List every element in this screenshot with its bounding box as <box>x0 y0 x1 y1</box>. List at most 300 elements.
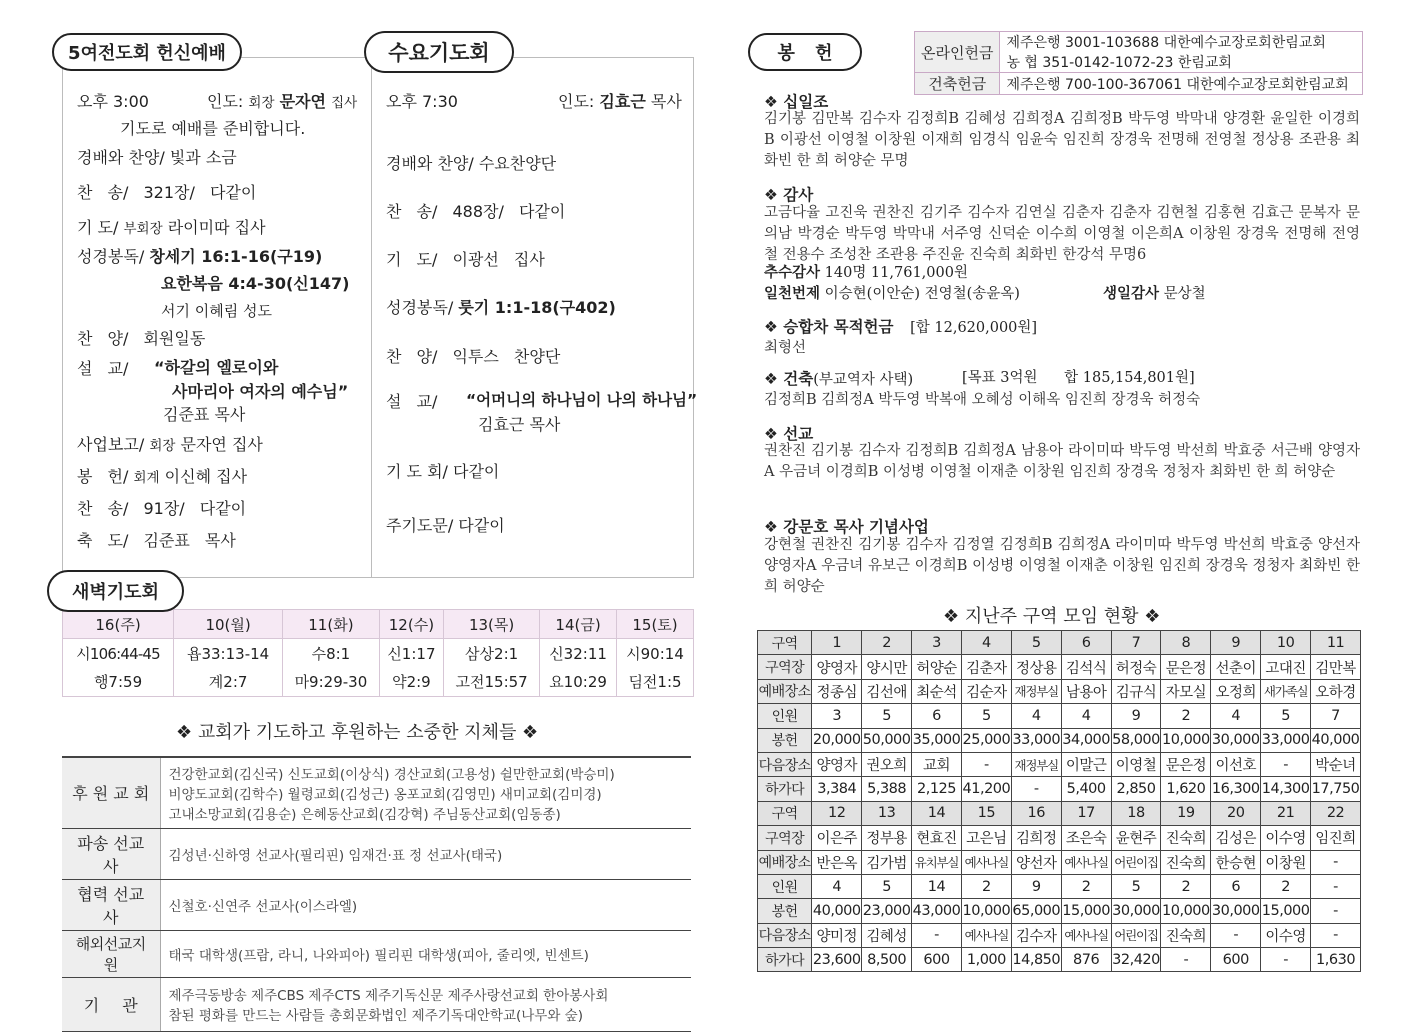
district-cell: 오정희 <box>1211 679 1261 703</box>
account-row <box>915 73 1363 95</box>
wednesday-time: 오후 7:30 <box>386 92 458 111</box>
district-cell: 양영자 <box>812 752 862 776</box>
district-hagada-row <box>758 777 1361 801</box>
district-cell: 6 <box>1061 631 1111 655</box>
district-cell: 김가범 <box>862 850 912 874</box>
wednesday-preacher: 김효근 목사 <box>478 415 561 434</box>
memorial-heading: ❖ 강문호 목사 기념사업 <box>764 518 929 536</box>
district-table <box>757 630 1361 972</box>
district-cell: 진숙희 <box>1161 850 1211 874</box>
district-cell: 4 <box>1061 704 1111 728</box>
district-cell: 5 <box>961 704 1011 728</box>
district-cell: 19 <box>1161 801 1211 825</box>
district-row-label: 다음장소 <box>758 923 812 947</box>
district-cell: 6 <box>1211 874 1261 898</box>
dawn-verse: 약2:9 <box>379 668 443 697</box>
district-cell: 이수영 <box>1261 826 1311 850</box>
wednesday-sermon-label: 설 교/ <box>386 392 438 411</box>
district-cell: 876 <box>1061 948 1111 972</box>
district-cell: 22 <box>1311 801 1361 825</box>
sunday-sermon-title1: “하갈의 엘로이와 <box>154 358 279 377</box>
district-row-label: 봉헌 <box>758 728 812 752</box>
district-place-row <box>758 850 1361 874</box>
dawn-verse: 신1:17 <box>379 639 443 668</box>
mission-heading: ❖ 선교 <box>764 425 814 443</box>
district-cell: 1,000 <box>961 948 1011 972</box>
district-cell: 8,500 <box>862 948 912 972</box>
district-row-label: 구역장 <box>758 655 812 679</box>
district-row-label: 봉헌 <box>758 899 812 923</box>
sunday-prayer-name: 라이미따 집사 <box>167 218 266 237</box>
district-cell: 한승현 <box>1211 850 1261 874</box>
district-row-label: 구역장 <box>758 826 812 850</box>
district-cell: 17 <box>1061 801 1111 825</box>
district-district-row <box>758 631 1361 655</box>
district-cell: 9 <box>1011 874 1061 898</box>
dawn-day: 11(화) <box>283 610 380 639</box>
district-row-label: 다음장소 <box>758 752 812 776</box>
district-row-label: 구역 <box>758 631 812 655</box>
district-cell: 4 <box>1011 704 1061 728</box>
district-cell: 김춘자 <box>961 655 1011 679</box>
offering-accounts-table <box>914 31 1363 95</box>
district-cell: 30,000 <box>1111 899 1161 923</box>
district-cell: 15,000 <box>1061 899 1111 923</box>
district-cell: 2 <box>1161 874 1211 898</box>
district-cell: 양시만 <box>862 655 912 679</box>
district-cell: 600 <box>1211 948 1261 972</box>
district-cell: 5 <box>1261 704 1311 728</box>
district-cell: 정부용 <box>862 826 912 850</box>
district-title: ❖ 지난주 구역 모임 현황 ❖ <box>943 606 1161 627</box>
district-cell: 조은숙 <box>1061 826 1111 850</box>
district-cell: 예사나실 <box>961 850 1011 874</box>
district-cell: - <box>1311 899 1361 923</box>
district-cell: 1,620 <box>1161 777 1211 801</box>
support-label: 협력 선교사 <box>62 879 160 930</box>
district-cell: 윤현주 <box>1111 826 1161 850</box>
sunday-report-name: 문자연 집사 <box>180 435 263 454</box>
account-label: 건축헌금 <box>915 73 1000 95</box>
oneyear-label: 일천번제 <box>764 286 821 302</box>
district-cell: 20 <box>1211 801 1261 825</box>
district-cell: 15 <box>961 801 1011 825</box>
district-cell: 30,000 <box>1211 728 1261 752</box>
services-divider <box>371 57 372 578</box>
district-place-row <box>758 679 1361 703</box>
sunday-offering-label: 봉 헌/ <box>77 467 129 486</box>
district-cell: 4 <box>812 874 862 898</box>
support-row <box>62 977 691 1031</box>
district-cell: - <box>961 752 1011 776</box>
district-cell: 예사나실 <box>961 923 1011 947</box>
district-cell: 12 <box>812 801 862 825</box>
district-cell: 정종심 <box>812 679 862 703</box>
account-line: 제주은행 700-100-367061 대한예수교장로회한림교회 <box>1000 73 1363 95</box>
wednesday-lords-prayer: 주기도문/ 다같이 <box>386 516 505 535</box>
district-cell: - <box>1311 923 1361 947</box>
district-cell: 남용아 <box>1061 679 1111 703</box>
district-cell: 33,000 <box>1011 728 1061 752</box>
account-row <box>915 32 1363 53</box>
district-cell: 40,000 <box>812 899 862 923</box>
district-cell: 9 <box>1211 631 1261 655</box>
district-cell: - <box>1161 948 1211 972</box>
district-cell: 예사나실 <box>1061 923 1111 947</box>
dawn-verse: 수8:1 <box>283 639 380 668</box>
building-names: 김정희B 김희정A 박두영 박복애 오혜성 이해옥 임진희 장경욱 허정숙 <box>764 392 1201 408</box>
district-cell: 새가족실 <box>1261 679 1311 703</box>
district-row-label: 하가다 <box>758 948 812 972</box>
sunday-reading1: 창세기 16:1-16(구19) <box>149 247 323 266</box>
wednesday-sermon-title: “어머니의 하나님이 나의 하나님” <box>466 391 698 409</box>
bus-total: [합 12,620,000원] <box>910 320 1038 336</box>
support-title: ❖ 교회가 기도하고 후원하는 소중한 지체들 ❖ <box>176 722 539 743</box>
support-line: 참된 평화를 만드는 사람들 총회문화법인 제주기독대안학교(나무와 숲) <box>168 1008 583 1024</box>
sunday-sermon-title2: 사마리아 여자의 예수님” <box>172 382 349 401</box>
support-row <box>62 879 691 930</box>
sunday-leader-name: 문자연 <box>279 92 326 111</box>
district-cell: 13 <box>862 801 912 825</box>
support-line: 비양도교회(김학수) 월령교회(김성근) 옹포교회(김영민) 새미교회(김미경) <box>168 786 602 803</box>
district-row-label: 예배장소 <box>758 679 812 703</box>
district-cell: 600 <box>912 948 962 972</box>
district-cell: 이은주 <box>812 826 862 850</box>
dawn-day: 12(수) <box>379 610 443 639</box>
support-label: 해외선교지원 <box>62 930 160 977</box>
district-next-row <box>758 923 1361 947</box>
sunday-hymn1: 찬 송/ 321장/ 다같이 <box>77 183 257 202</box>
district-cell: 문은정 <box>1161 752 1211 776</box>
district-cell: 진숙희 <box>1161 923 1211 947</box>
sunday-reader: 서기 이혜림 성도 <box>161 302 272 320</box>
dawn-days-row <box>63 610 694 639</box>
support-line: 김성년·신하영 선교사(필리핀) 임재건·표 정 선교사(태국) <box>168 847 503 864</box>
district-people-row <box>758 704 1361 728</box>
sunday-sermon-label: 설 교/ <box>77 359 129 378</box>
district-cell: 2,850 <box>1111 777 1161 801</box>
district-cell: 23,000 <box>862 899 912 923</box>
district-cell: 30,000 <box>1211 899 1261 923</box>
support-row <box>62 828 691 879</box>
district-cell: 14,850 <box>1011 948 1061 972</box>
district-cell: 예사나실 <box>1061 850 1111 874</box>
district-cell: 17,750 <box>1311 777 1361 801</box>
district-cell: 2 <box>961 874 1011 898</box>
support-row <box>62 930 691 977</box>
district-cell: - <box>1011 777 1061 801</box>
harvest-value: 140명 11,761,000원 <box>824 265 968 281</box>
district-cell: 이말근 <box>1061 752 1111 776</box>
district-cell: 2 <box>1061 874 1111 898</box>
wednesday-reading: 룻기 1:1-18(구402) <box>458 298 616 317</box>
district-cell: 10,000 <box>1161 728 1211 752</box>
district-cell: 오하경 <box>1311 679 1361 703</box>
district-cell: 김만복 <box>1311 655 1361 679</box>
sunday-hymn2: 찬 송/ 91장/ 다같이 <box>77 499 247 518</box>
dawn-day: 16(주) <box>63 610 174 639</box>
sunday-leader-title: 집사 <box>331 95 358 111</box>
district-row-label: 인원 <box>758 874 812 898</box>
district-cell: 32,420 <box>1111 948 1161 972</box>
district-cell: 21 <box>1261 801 1311 825</box>
bus-heading: ❖ 승합차 목적헌금 <box>764 318 894 336</box>
district-cell: 14 <box>912 801 962 825</box>
wednesday-prayer-meeting: 기 도 회/ 다같이 <box>386 462 500 481</box>
building-goal: [목표 3억원 <box>962 370 1038 386</box>
district-cell: 현효진 <box>912 826 962 850</box>
dawn-day: 14(금) <box>540 610 617 639</box>
district-cell: 2,125 <box>912 777 962 801</box>
district-cell: 양선자 <box>1011 850 1061 874</box>
district-district-row <box>758 801 1361 825</box>
district-cell: 5,400 <box>1061 777 1111 801</box>
district-cell: 허정숙 <box>1111 655 1161 679</box>
district-cell: 최순석 <box>912 679 962 703</box>
district-cell: 1 <box>812 631 862 655</box>
district-cell: 4 <box>961 631 1011 655</box>
district-row-label: 인원 <box>758 704 812 728</box>
district-cell: - <box>1311 874 1361 898</box>
sunday-offering-role: 회계 <box>133 470 160 486</box>
district-cell: 40,000 <box>1311 728 1361 752</box>
district-offering-row <box>758 728 1361 752</box>
support-label: 파송 선교사 <box>62 828 160 879</box>
support-table <box>62 756 691 1032</box>
dawn-day: 10(월) <box>174 610 283 639</box>
district-cell: 이창원 <box>1261 850 1311 874</box>
district-offering-row <box>758 899 1361 923</box>
sunday-prayer-role: 부회장 <box>123 221 163 237</box>
account-line: 농 협 351-0142-1072-23 한림교회 <box>1000 52 1363 73</box>
district-cell: 재정부실 <box>1011 752 1061 776</box>
district-cell: 65,000 <box>1011 899 1061 923</box>
district-cell: 7 <box>1311 704 1361 728</box>
oneyear-value: 이승현(이안순) 전영철(송윤옥) <box>824 286 1020 302</box>
wednesday-reading-label: 성경봉독/ <box>386 298 454 317</box>
district-cell: 14 <box>912 874 962 898</box>
district-cell: 3 <box>912 631 962 655</box>
district-cell: 41,200 <box>961 777 1011 801</box>
district-cell: 9 <box>1111 704 1161 728</box>
district-cell: 15,000 <box>1261 899 1311 923</box>
wednesday-choir: 찬 양/ 익투스 찬양단 <box>386 347 561 366</box>
dawn-verse: 삼상2:1 <box>444 639 540 668</box>
district-cell: 10,000 <box>1161 899 1211 923</box>
district-hagada-row <box>758 948 1361 972</box>
support-content <box>160 879 691 930</box>
support-content <box>160 930 691 977</box>
district-cell: 14,300 <box>1261 777 1311 801</box>
district-cell: 5,388 <box>862 777 912 801</box>
district-cell: 교회 <box>912 752 962 776</box>
dawn-verse: 욥33:13-14 <box>174 639 283 668</box>
district-cell: 이선호 <box>1211 752 1261 776</box>
district-cell: 8 <box>1161 631 1211 655</box>
support-content <box>160 977 691 1031</box>
sunday-praise: 경배와 찬양/ 빛과 소금 <box>77 148 237 167</box>
sunday-title: 5여전도회 헌신예배 <box>52 33 242 71</box>
dawn-verse: 딤전1:5 <box>617 668 694 697</box>
district-cell: 어린이집 <box>1111 850 1161 874</box>
district-cell: 김성은 <box>1211 826 1261 850</box>
district-cell: 2 <box>862 631 912 655</box>
sunday-reading2: 요한복음 4:4-30(신147) <box>161 274 350 293</box>
district-cell: 33,000 <box>1261 728 1311 752</box>
district-cell: - <box>1261 948 1311 972</box>
district-cell: 박순녀 <box>1311 752 1361 776</box>
district-cell: 5 <box>1111 874 1161 898</box>
mission-names: 권찬진 김기봉 김수자 김정희B 김희정A 남용아 라이미따 박두영 박선희 박효중 서근배 양영자A 우금녀 이경희B 이성병 이영철 이재춘 이창원 임진희 장경욱 정청자 최화빈 한 희 허양순 <box>764 443 1360 480</box>
wednesday-leader-label: 인도: <box>558 92 595 111</box>
district-leader-row <box>758 826 1361 850</box>
district-cell: 임진희 <box>1311 826 1361 850</box>
district-cell: - <box>1261 752 1311 776</box>
sunday-time: 오후 3:00 <box>77 92 149 111</box>
district-cell: 문은정 <box>1161 655 1211 679</box>
dawn-verse: 계2:7 <box>174 668 283 697</box>
sunday-blessing: 축 도/ 김준표 목사 <box>77 531 236 550</box>
dawn-day: 13(목) <box>444 610 540 639</box>
district-cell: 진숙희 <box>1161 826 1211 850</box>
district-cell: 20,000 <box>812 728 862 752</box>
bus-names: 최형선 <box>764 340 807 356</box>
dawn-verse: 마9:29-30 <box>283 668 380 697</box>
dawn-verse: 신32:11 <box>540 639 617 668</box>
wednesday-title: 수요기도회 <box>364 31 514 73</box>
district-cell: - <box>1311 850 1361 874</box>
support-content <box>160 757 691 828</box>
thanks-heading: ❖ 감사 <box>764 186 814 204</box>
district-cell: 3,384 <box>812 777 862 801</box>
district-cell: 34,000 <box>1061 728 1111 752</box>
support-row <box>62 757 691 828</box>
district-cell: 김수자 <box>1011 923 1061 947</box>
sunday-preacher: 김준표 목사 <box>163 405 246 424</box>
district-cell: 유치부실 <box>912 850 962 874</box>
sunday-report-label: 사업보고/ <box>77 435 145 454</box>
district-cell: 어린이집 <box>1111 923 1161 947</box>
sunday-opening: 기도로 예배를 준비합니다. <box>120 119 306 138</box>
tithe-names: 김기봉 김만복 김수자 김정희B 김혜성 김희정A 김희정B 박두영 박막내 양경환 윤일한 이경희B 이광선 이영철 이창원 이재희 임경식 임윤숙 임진희 장경욱 전명해 전영철 정상용 조관용 최화빈 한 희 허양순 무명 <box>764 111 1360 169</box>
dawn-verse: 행7:59 <box>63 668 174 697</box>
dawn-verse: 시106:44-45 <box>63 639 174 668</box>
district-cell: 6 <box>912 704 962 728</box>
district-cell: 선춘이 <box>1211 655 1261 679</box>
dawn-title: 새벽기도회 <box>47 570 184 612</box>
building-heading: ❖ 건축 <box>764 370 814 388</box>
district-cell: 김석식 <box>1061 655 1111 679</box>
harvest-label: 추수감사 <box>764 265 821 281</box>
dawn-verse: 요10:29 <box>540 668 617 697</box>
sunday-offering-name: 이신혜 집사 <box>164 467 248 486</box>
district-cell: 5 <box>862 704 912 728</box>
birthday-label: 생일감사 <box>1103 286 1160 302</box>
dawn-verse-row <box>63 639 694 668</box>
district-cell: 50,000 <box>862 728 912 752</box>
birthday-value: 문상철 <box>1163 286 1206 302</box>
sunday-reading-label: 성경봉독/ <box>77 247 145 266</box>
district-cell: 1,630 <box>1311 948 1361 972</box>
district-leader-row <box>758 655 1361 679</box>
district-cell: 2 <box>1261 874 1311 898</box>
support-line: 제주극동방송 제주CBS 제주CTS 제주기독신문 제주사랑선교회 한아봉사회 <box>168 988 609 1004</box>
building-note: (부교역자 사택) <box>813 372 914 388</box>
district-cell: 김희정 <box>1011 826 1061 850</box>
district-cell: 이영철 <box>1111 752 1161 776</box>
support-content <box>160 828 691 879</box>
district-cell: 35,000 <box>912 728 962 752</box>
district-cell: 허양순 <box>912 655 962 679</box>
account-line: 제주은행 3001-103688 대한예수교장로회한림교회 <box>1000 32 1363 53</box>
support-label: 후 원 교 회 <box>62 757 160 828</box>
district-cell: 김선애 <box>862 679 912 703</box>
district-cell: 10 <box>1261 631 1311 655</box>
district-cell: 4 <box>1211 704 1261 728</box>
district-cell: 7 <box>1111 631 1161 655</box>
wednesday-leader-name: 김효근 <box>599 92 646 111</box>
memorial-names: 강현철 권찬진 김기봉 김수자 김정열 김정희B 김희정A 라이미따 박두영 박선희 박효중 양선자 양영자A 우금녀 유보근 이경희B 이성병 이영철 이재춘 이창원 임진희 장경욱 정청자 최화빈 한 희 허양순 <box>764 537 1360 595</box>
district-cell: 5 <box>862 874 912 898</box>
district-cell: 이수영 <box>1261 923 1311 947</box>
district-cell: 16,300 <box>1211 777 1261 801</box>
district-cell: 김혜성 <box>862 923 912 947</box>
district-cell: 23,600 <box>812 948 862 972</box>
thanks-names: 고금다율 고진욱 권찬진 김기주 김수자 김연실 김춘자 김춘자 김현철 김홍현 김효근 문복자 문의남 박경순 박두영 박막내 서주영 신덕순 이수희 이영철 이은희A 이창원 장경욱 전명해 전영철 전용수 조성찬 조관용 주진윤 진숙희 최화빈 한강석 무명6 <box>764 205 1360 263</box>
district-cell: 25,000 <box>961 728 1011 752</box>
wednesday-hymn: 찬 송/ 488장/ 다같이 <box>386 202 566 221</box>
district-cell: 양영자 <box>812 655 862 679</box>
district-row-label: 하가다 <box>758 777 812 801</box>
dawn-verse: 시90:14 <box>617 639 694 668</box>
district-cell: 43,000 <box>912 899 962 923</box>
sunday-leader-label: 인도: <box>207 92 244 111</box>
district-row-label: 구역 <box>758 801 812 825</box>
district-cell: 반은옥 <box>812 850 862 874</box>
district-cell: 2 <box>1161 704 1211 728</box>
sunday-choir: 찬 양/ 회원일동 <box>77 329 206 348</box>
district-cell: 18 <box>1111 801 1161 825</box>
support-line: 신철호·신연주 선교사(이스라엘) <box>168 898 358 915</box>
support-line: 고내소망교회(김용순) 은혜동산교회(김강혁) 주님동산교회(임동종) <box>168 806 561 823</box>
sunday-prayer-label: 기 도/ <box>77 218 119 237</box>
dawn-verse-row <box>63 668 694 697</box>
district-people-row <box>758 874 1361 898</box>
district-cell: 권오희 <box>862 752 912 776</box>
district-cell: 고은님 <box>961 826 1011 850</box>
district-cell: 11 <box>1311 631 1361 655</box>
support-label: 기 관 <box>62 977 160 1031</box>
district-cell: - <box>912 923 962 947</box>
district-cell: 자모실 <box>1161 679 1211 703</box>
wednesday-praise: 경배와 찬양/ 수요찬양단 <box>386 154 557 173</box>
district-cell: 16 <box>1011 801 1061 825</box>
district-cell: 고대진 <box>1261 655 1311 679</box>
district-cell: 3 <box>812 704 862 728</box>
offering-title: 봉 헌 <box>748 33 862 71</box>
sunday-leader-role: 회장 <box>248 95 275 111</box>
district-cell: 재정부실 <box>1011 679 1061 703</box>
building-total: 합 185,154,801원] <box>1064 370 1195 386</box>
support-line: 태국 대학생(프람, 라니, 나와피아) 필리핀 대학생(피아, 줄리엣, 빈센트) <box>168 947 589 964</box>
district-cell: 김순자 <box>961 679 1011 703</box>
account-label: 온라인헌금 <box>915 32 1000 73</box>
dawn-day: 15(토) <box>617 610 694 639</box>
district-cell: - <box>1211 923 1261 947</box>
dawn-verse: 고전15:57 <box>444 668 540 697</box>
dawn-schedule-table <box>62 609 694 697</box>
district-cell: 정상용 <box>1011 655 1061 679</box>
